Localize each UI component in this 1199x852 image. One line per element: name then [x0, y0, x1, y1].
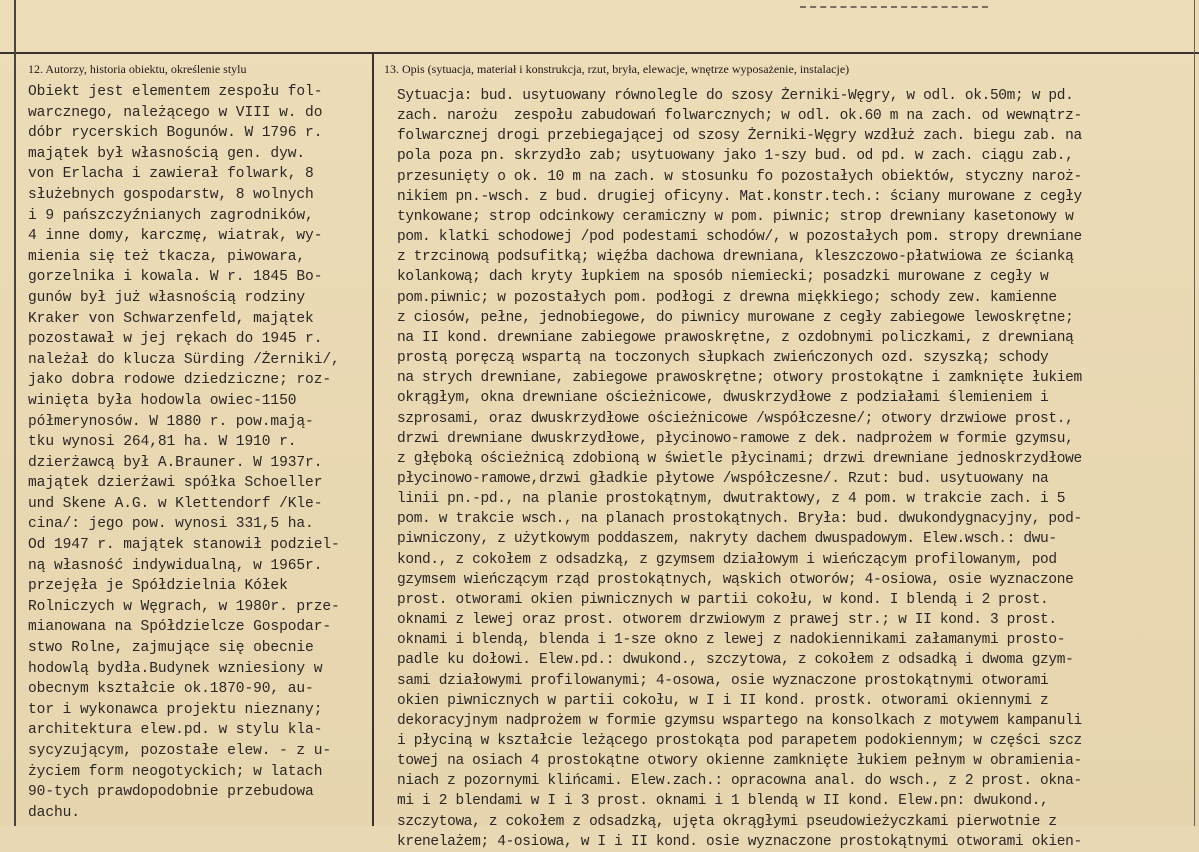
history-line: winięta była hodowla owiec-1150 — [28, 392, 297, 409]
history-line: ną własność indywidualną, w 1965r. — [28, 557, 323, 574]
history-line: należał do klucza Sürding /Żerniki/, — [28, 351, 340, 368]
history-line: warcznego, należącego w VIII w. do — [28, 104, 323, 121]
description-line: na II kond. drewniane zabiegowe prawoskrętne, z ozdobnymi policzkami, z drewnianą — [397, 329, 1074, 346]
description-line: i płyciną w kształcie leżącego prostokąta pod parapetem podokiennym; w części szcz — [397, 733, 1082, 749]
description-line: pola poza pn. skrzydło zab; usytuowany jako 1-szy bud. od pd. w zach. ciągu zab., — [397, 148, 1074, 165]
history-line: półmerynosów. W 1880 r. pow.mają- — [28, 413, 314, 430]
description-line: szprosami, oraz dwuskrzydłowe ościeżnicowe /współczesne/; otwory drzwiowe prost., — [397, 410, 1074, 427]
history-line: tor i wykonawca projektu nieznany; — [28, 701, 323, 718]
history-line: von Erlacha i zawierał folwark, 8 — [28, 166, 314, 183]
history-line: mienia się też tkacza, piwowara, — [28, 248, 306, 265]
history-line: sycyzującym, pozostałe elew. - z u- — [28, 743, 332, 759]
description-line: Sytuacja: bud. usytuowany równolegle do szosy Żerniki-Węgry, w odl. ok.50m; w pd. — [397, 88, 1074, 104]
history-line: 4 inne domy, karczmę, wiatrak, wy- — [28, 228, 323, 245]
description-line: drzwi drewniane dwuskrzydłowe, płycinowo-ramowe z dek. nadprożem w formie gzymsu, — [397, 430, 1074, 447]
description-line: z ciosów, pełne, jednobiegowe, do piwnicy murowane z cegły zabiegowe lewoskrętne; — [397, 309, 1074, 326]
description-line: gzymsem wieńczącym rząd prostokątnych, wąskich otworów; 4-osiowa, osie wyznaczone — [397, 571, 1074, 588]
description-line: przesunięty o ok. 10 m na zach. w stosunku fo pozostałych obiektów, styczny naroż- — [397, 168, 1082, 185]
history-line: 90-tych prawdopodobnie przebudowa — [28, 784, 314, 801]
history-line: majątek był własnością gen. dyw. — [28, 145, 306, 162]
history-line: dóbr rycerskich Bogunów. W 1796 r. — [28, 125, 323, 142]
section-12-header: 12. Autorzy, historia obiektu, określenie stylu — [28, 62, 247, 76]
history-line: służebnych gospodarstw, 8 wolnych — [28, 186, 314, 203]
history-line: und Skene A.G. w Klettendorf /Kle- — [28, 495, 323, 512]
description-line: folwarcznej drogi przebiegającej od szosy Żerniki-Węgry wzdłuż zach. biegu zab. na — [397, 128, 1082, 145]
description-line: mi i 2 blendami w I i 3 prost. oknami i 1 blendą w II kond. Elew.pn: dwukond., — [397, 793, 1049, 810]
description-line: tynkowane; strop odcinkowy ceramiczny w pom. piwnic; strop drewniany kasetonowy w — [397, 208, 1074, 225]
description-line: pom. klatki schodowej /pod podestami schodów/, w pozostałych pom. stropy drewniane — [397, 229, 1082, 246]
description-line: pom.piwnic; w pozostałych pom. podłogi z drewna miękkiego; schody zew. kamienne — [397, 289, 1057, 306]
history-line: Od 1947 r. majątek stanowił podziel- — [28, 537, 340, 554]
history-line: życiem form neogotyckich; w latach — [28, 763, 323, 780]
history-line: gorzelnika i kowala. W r. 1845 Bo- — [28, 269, 323, 286]
header-divider — [0, 52, 1199, 54]
description-line: z głęboką ościeżnicą zdobioną w świetle płycinami; drzwi drewniane jednoskrzydłowe — [397, 450, 1082, 467]
description-line: linii pn.-pd., na planie prostokątnym, dwutraktowy, z 4 pom. w trakcie zach. i 5 — [397, 491, 1066, 508]
description-line: pom. w trakcie wsch., na planach prostokątnych. Bryła: bud. dwukondygnacyjny, pod- — [397, 511, 1082, 528]
description-line: płycinowo-ramowe,drzwi gładkie płytowe /współczesne/. Rzut: bud. usytuowany na — [397, 470, 1049, 487]
history-line: obecnym kształcie ok.1870-90, au- — [28, 681, 314, 698]
history-line: przejęła je Spółdzielnia Kółek — [28, 578, 288, 595]
description-line: kolankową; dach kryty łupkiem na sposób niemiecki; posadzki murowane z cegły w — [397, 269, 1049, 286]
description-line: oknami i blendą, blenda i 1-sze okno z lewej z nadokiennikami załamanymi prosto- — [397, 632, 1066, 649]
description-line: nikiem pn.-wsch. z bud. drugiej oficyny. Mat.konstr.tech.: ściany murowane z cegły — [397, 188, 1082, 205]
history-line: gunów był już własnością rodziny — [28, 289, 306, 306]
history-line: dzierżawcą był A.Brauner. W 1937r. — [28, 454, 323, 471]
description-line: niach z pozornymi klińcami. Elew.zach.: opracowna anal. do wsch., z 2 prost. okna- — [397, 773, 1082, 790]
description-line: piwniczony, z użytkowym poddaszem, nakryty dachem dwuspadowym. Elew.wsch.: dwu- — [397, 531, 1057, 548]
left-border — [14, 0, 16, 826]
description-line: prostą poręczą wspartą na toczonych słupkach zwieńczonych ozd. szyszką; schody — [397, 350, 1049, 367]
description-line: okrągłym, okna drewniane ościeżnicowe, dwuskrzydłowe z podziałami ślemieniem i — [397, 390, 1049, 407]
history-line: majątek dzierżawi spółka Schoeller — [28, 475, 323, 492]
description-line: sami działowymi profilowanymi; 4-osowa, osie wyznaczone prostokątnymi otworami — [397, 672, 1049, 689]
description-line: padle ku dołowi. Elew.pd.: dwukond., szczytowa, z cokołem z odsadką i dwoma gzym- — [397, 652, 1074, 669]
description-line: zach. narożu zespołu zabudowań folwarcznych; w odl. ok.60 m na zach. od wewnątrz- — [397, 108, 1082, 125]
description-line: kond., z cokołem z odsadzką, z gzymsem działowym i wieńczącym profilowanym, pod — [397, 551, 1057, 568]
description-line: oknami z lewej oraz prost. otworem drzwiowym z prawej str.; w II kond. 3 prost. — [397, 612, 1057, 629]
description-line: okien piwnicznych w partii cokołu, w I i II kond. prostk. otworami okiennymi z — [397, 692, 1049, 709]
history-text — [28, 82, 368, 823]
column-divider — [372, 52, 374, 826]
history-line: mianowana na Spółdzielcze Gospodar- — [28, 619, 332, 636]
history-line: stwo Rolne, zajmujące się obecnie — [28, 640, 314, 657]
description-text — [397, 86, 1194, 852]
history-line: Rolniczych w Węgrach, w 1980r. prze- — [28, 598, 340, 615]
history-line: i 9 pańszczyźnianych zagrodników, — [28, 207, 314, 224]
right-border — [1194, 0, 1195, 826]
description-line: z trzcinową podsufitką; więźba dachowa drewniana, kleszczowo-płatwiowa ze ścianką — [397, 249, 1074, 266]
history-line: pozostawał w jej rękach do 1945 r. — [28, 331, 323, 348]
history-line: Obiekt jest elementem zespołu fol- — [28, 84, 323, 100]
history-line: cina/: jego pow. wynosi 331,5 ha. — [28, 516, 314, 533]
history-line: dachu. — [28, 804, 80, 821]
description-line: szczytowa, z cokołem z odsadzką, ujęta okrągłymi pseudowieżyczkami pierwotnie z — [397, 813, 1057, 830]
history-line: jako dobra rodowe dziedziczne; roz- — [28, 372, 332, 389]
description-line: prost. otworami okien piwnicznych w partii cokołu, w kond. I blendą i 2 prost. — [397, 591, 1049, 608]
history-line: architektura elew.pd. w stylu kla- — [28, 722, 323, 739]
history-line: hodowlą bydła.Budynek wzniesiony w — [28, 660, 323, 677]
description-line: towej na osiach 4 prostokątne otwory okienne zamknięte łukiem pełnym w obramienia- — [397, 753, 1082, 770]
section-13-header: 13. Opis (sytuacja, materiał i konstrukcja, rzut, bryła, elewacje, wnętrze wyposażenie, instalacje) — [384, 62, 850, 76]
description-line: krenelażem; 4-osiowa, w I i II kond. osie wyznaczone prostokątnymi otworami okien- — [397, 833, 1082, 850]
history-line: Kraker von Schwarzenfeld, majątek — [28, 310, 314, 327]
description-line: dekoracyjnym nadprożem w formie gzymsu wspartego na konsolkach z motywem kampanuli — [397, 712, 1082, 729]
description-line: na strych drewniane, zabiegowe prawoskrętne; otwory prostokątne i zamknięte łukiem — [397, 370, 1082, 387]
history-line: tku wynosi 264,81 ha. W 1910 r. — [28, 434, 297, 451]
dashed-mark — [800, 6, 988, 16]
